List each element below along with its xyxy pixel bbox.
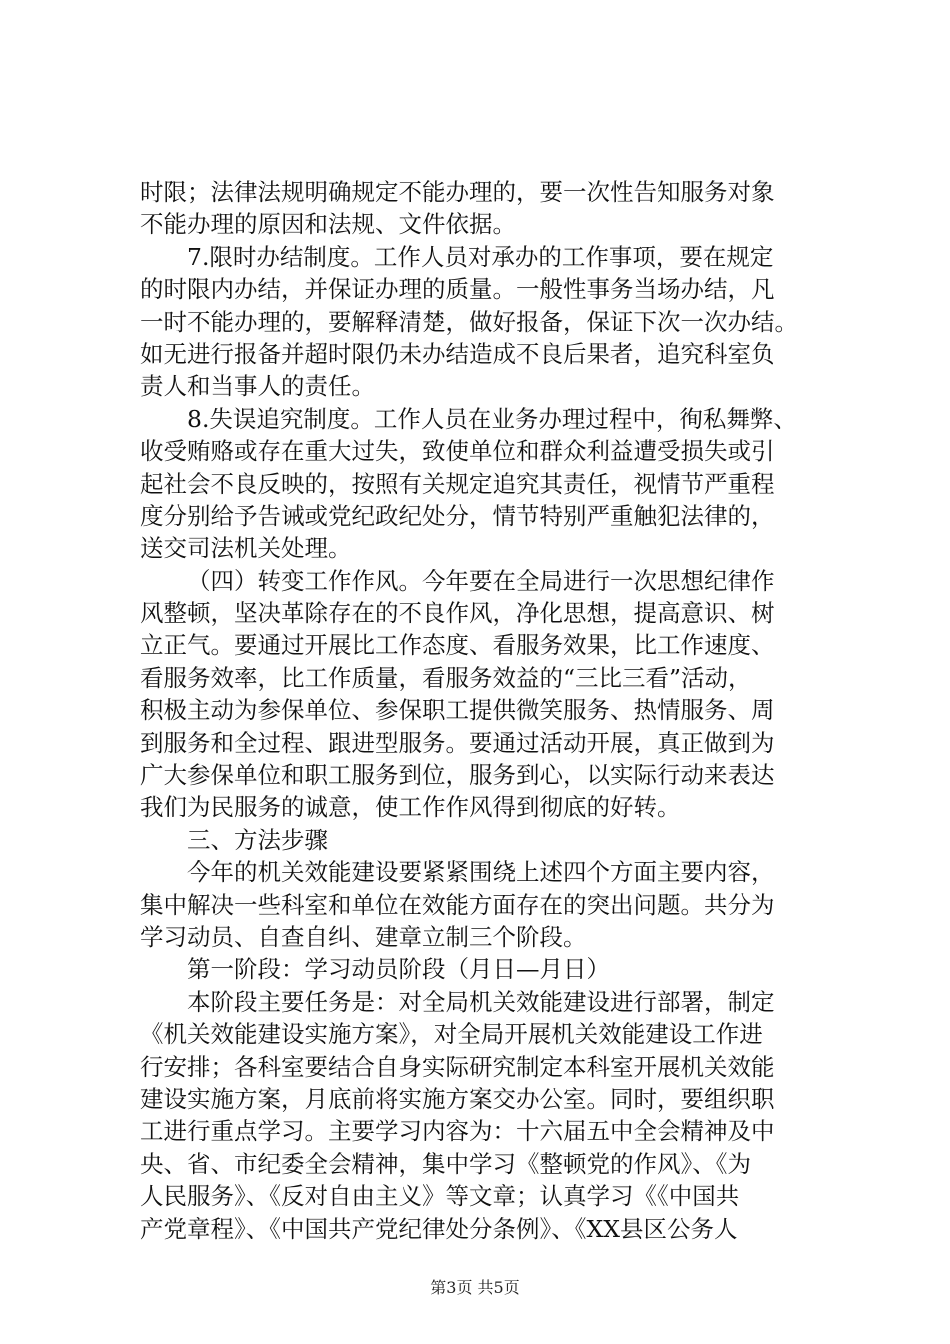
text-line: 立正气。要通过开展比工作态度、看服务效果，比工作速度、	[140, 631, 775, 660]
text-line: 三、方法步骤	[187, 825, 328, 854]
text-line: 的时限内办结，并保证办理的质量。一般性事务当场办结，凡	[140, 275, 775, 304]
text-line: 送交司法机关处理。	[140, 534, 352, 563]
text-line: 学习动员、自查自纠、建章立制三个阶段。	[140, 922, 587, 951]
text-line: 度分别给予告诫或党纪政纪处分，情节特别严重触犯法律的，	[140, 501, 775, 530]
text-line: 风整顿，坚决革除存在的不良作风，净化思想，提高意识、树	[140, 599, 775, 628]
text-line: 本阶段主要任务是：对全局机关效能建设进行部署，制定	[187, 987, 775, 1016]
document-body	[140, 176, 830, 1245]
text-line: 人民服务》、《反对自由主义》等文章；认真学习《《中国共	[140, 1182, 740, 1211]
text-line: 今年的机关效能建设要紧紧围绕上述四个方面主要内容，	[187, 858, 775, 887]
text-line: 一时不能办理的，要解释清楚，做好报备，保证下次一次办结。	[140, 307, 798, 336]
text-line: 建设实施方案，月底前将实施方案交办公室。同时，要组织职	[140, 1084, 775, 1113]
text-line: 8.失误追究制度。工作人员在业务办理过程中，徇私舞弊、	[187, 404, 797, 433]
text-line: 看服务效率，比工作质量，看服务效益的“三比三看”活动，	[140, 663, 752, 692]
text-line: 不能办理的原因和法规、文件依据。	[140, 210, 516, 239]
text-line: 积极主动为参保单位、参保职工提供微笑服务、热情服务、周	[140, 696, 775, 725]
text-line: （四）转变工作作风。今年要在全局进行一次思想纪律作	[187, 566, 775, 595]
text-line: 7.限时办结制度。工作人员对承办的工作事项，要在规定	[187, 242, 774, 271]
text-line: 到服务和全过程、跟进型服务。要通过活动开展，真正做到为	[140, 728, 775, 757]
text-line: 如无进行报备并超时限仍未办结造成不良后果者，追究科室负	[140, 339, 775, 368]
text-line: 责人和当事人的责任。	[140, 372, 375, 401]
text-line: 《机关效能建设实施方案》，对全局开展机关效能建设工作进	[140, 1020, 763, 1049]
text-line: 央、省、市纪委全会精神，集中学习《整顿党的作风》、《为	[140, 1149, 751, 1178]
text-line: 广大参保单位和职工服务到位，服务到心，以实际行动来表达	[140, 761, 775, 790]
text-line: 第一阶段：学习动员阶段（月日—月日）	[187, 955, 610, 984]
text-line: 集中解决一些科室和单位在效能方面存在的突出问题。共分为	[140, 890, 775, 919]
page-footer: 第3页 共5页	[430, 1278, 520, 1297]
text-line: 我们为民服务的诚意，使工作作风得到彻底的好转。	[140, 793, 681, 822]
text-line: 收受贿赂或存在重大过失，致使单位和群众利益遭受损失或引	[140, 437, 775, 466]
text-line: 行安排；各科室要结合自身实际研究制定本科室开展机关效能	[140, 1052, 775, 1081]
text-line: 产党章程》、《中国共产党纪律处分条例》、《XX县区公务人	[140, 1214, 738, 1243]
text-line: 时限；法律法规明确规定不能办理的，要一次性告知服务对象	[140, 178, 775, 206]
text-line: 工进行重点学习。主要学习内容为：十六届五中全会精神及中	[140, 1117, 775, 1146]
text-line: 起社会不良反映的，按照有关规定追究其责任，视情节严重程	[140, 469, 775, 498]
